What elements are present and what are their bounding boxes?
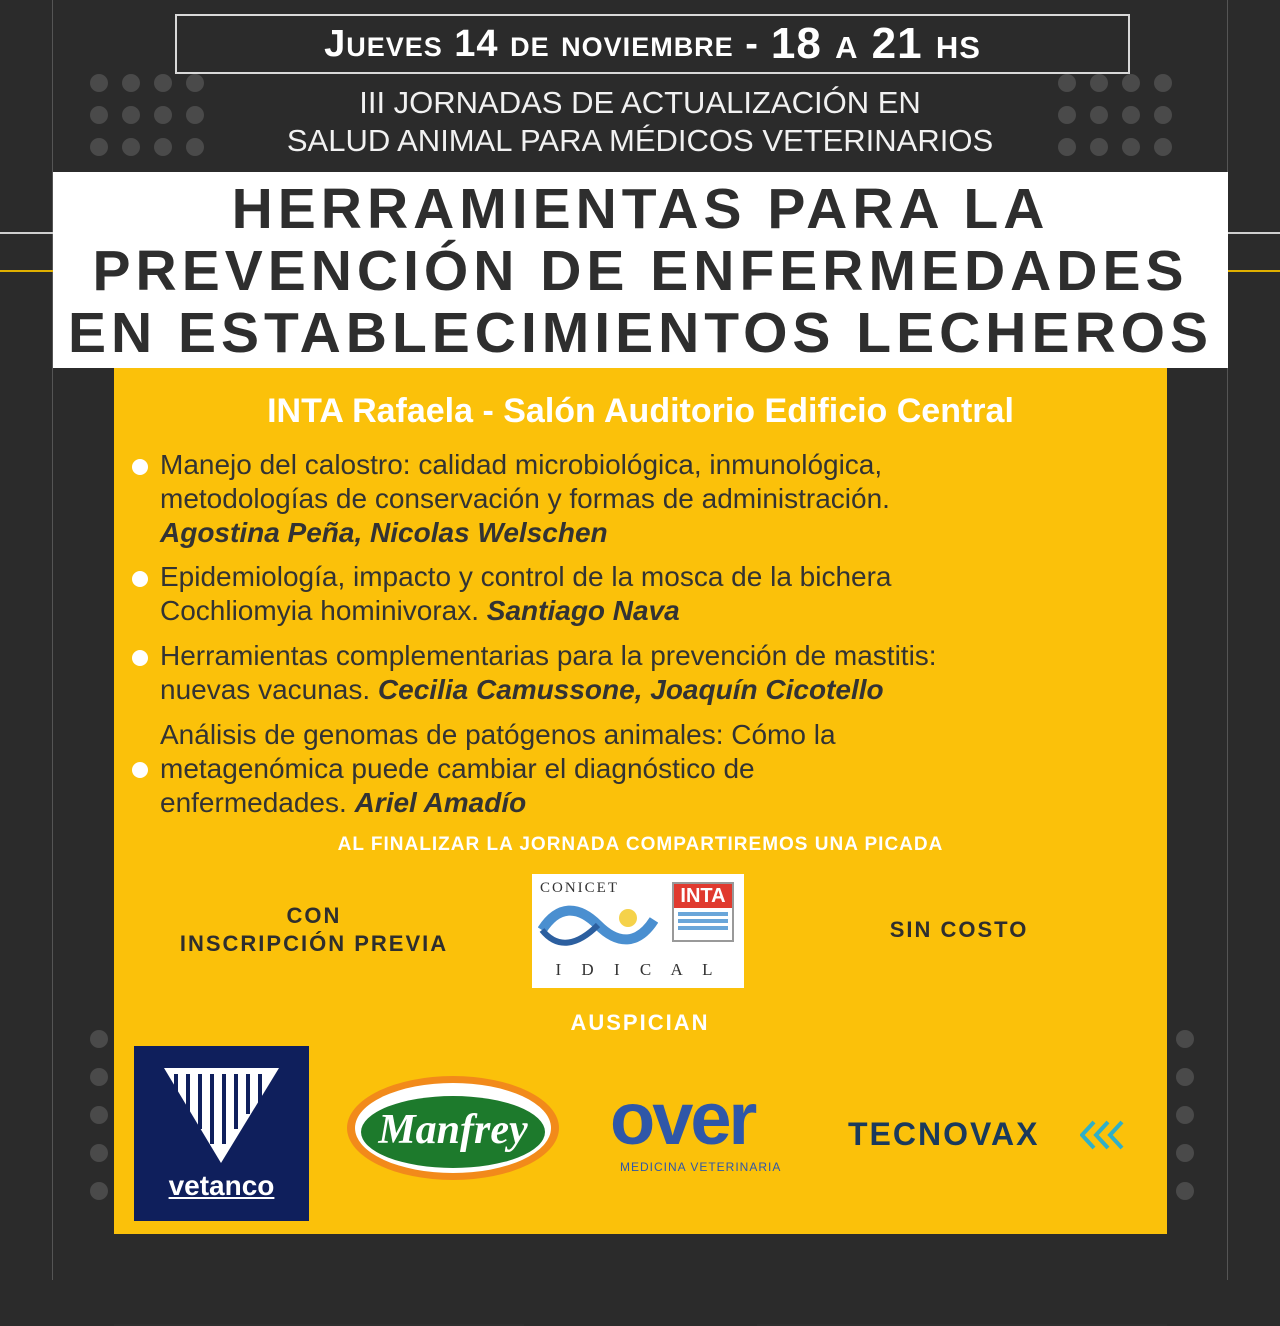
talk-text: Análisis de genomas de patógenos animales: Cómo la: [160, 719, 836, 750]
organizer-logo: [532, 874, 744, 988]
talk-speakers: Cecilia Camussone, Joaquín Cicotello: [377, 674, 884, 705]
registration-note: [154, 902, 474, 958]
venue: INTA Rafaela - Salón Auditorio Edificio Central: [267, 392, 1014, 430]
subtitle-line-1: III JORNADAS DE ACTUALIZACIÓN EN: [359, 85, 921, 120]
side-line: [0, 232, 53, 234]
decor-dots-bottom-right: [1176, 1030, 1194, 1200]
event-subtitle: [0, 84, 1280, 160]
over-text: over: [610, 1077, 755, 1160]
registration-line-1: CON: [286, 903, 342, 928]
vetanco-logo: [134, 1046, 309, 1221]
title-line-2: PREVENCIÓN DE ENFERMEDADES: [92, 239, 1189, 303]
sponsors-label: AUSPICIAN: [570, 1010, 710, 1035]
manfrey-logo: [344, 1072, 562, 1184]
bullet-icon: [132, 650, 148, 666]
bullet-icon: [132, 459, 148, 475]
vetanco-text: vetanco: [168, 1170, 275, 1201]
decor-dots-bottom-left: [90, 1030, 108, 1200]
title-line-3: EN ESTABLECIMIENTOS LECHEROS: [68, 301, 1213, 365]
closing-note: AL FINALIZAR LA JORNADA COMPARTIREMOS UNA PICADA: [337, 834, 944, 855]
talk-speakers: Agostina Peña, Nicolas Welschen: [160, 517, 608, 548]
inta-text: INTA: [674, 884, 732, 908]
argentina-ribbon-icon: [538, 900, 658, 950]
talk-speakers: Ariel Amadío: [354, 787, 527, 818]
tecnovax-text: TECNOVAX: [848, 1116, 1040, 1152]
vetanco-emblem-icon: [164, 1068, 279, 1168]
talk-text: metodologías de conservación y formas de administración.: [160, 483, 890, 514]
talk-item: [160, 639, 1140, 707]
cost-note: SIN COSTO: [889, 917, 1029, 942]
over-logo: [610, 1077, 810, 1180]
talk-text: enfermedades.: [160, 787, 347, 818]
side-line: [1228, 232, 1280, 234]
talk-text: Epidemiología, impacto y control de la mosca de la bichera: [160, 561, 892, 592]
bullet-icon: [132, 762, 148, 778]
talk-text: Cochliomyia hominivorax.: [160, 595, 480, 626]
talk-item: [160, 718, 1140, 820]
date-banner: [175, 14, 1130, 74]
conicet-text: CONICET: [540, 880, 619, 896]
subtitle-line-2: SALUD ANIMAL PARA MÉDICOS VETERINARIOS: [286, 123, 994, 158]
side-line-yellow: [1228, 270, 1280, 272]
talk-text: metagenómica puede cambiar el diagnóstico de: [160, 753, 755, 784]
main-title: [53, 172, 1228, 368]
date-text: Jueves 14 de noviembre -: [324, 22, 759, 65]
talk-item: [160, 448, 1140, 550]
talk-text: Manejo del calostro: calidad microbiológica, inmunológica,: [160, 449, 883, 480]
manfrey-text: Manfrey: [378, 1107, 528, 1153]
talk-text: Herramientas complementarias para la prevención de mastitis:: [160, 640, 937, 671]
title-line-1: HERRAMIENTAS PARA LA: [231, 177, 1050, 241]
inta-logo: [672, 882, 734, 942]
side-line-yellow: [0, 270, 53, 272]
over-subtext: MEDICINA VETERINARIA: [620, 1160, 782, 1174]
tecnovax-logo: [848, 1116, 1138, 1156]
talk-text: nuevas vacunas.: [160, 674, 371, 705]
idical-text: I D I C A L: [555, 960, 721, 979]
time-text: 18 a 21 hs: [770, 19, 981, 68]
tecnovax-chevrons-icon: [1080, 1120, 1130, 1150]
talk-speakers: Santiago Nava: [486, 595, 680, 626]
talk-item: [160, 560, 1140, 628]
registration-line-2: INSCRIPCIÓN PREVIA: [179, 931, 449, 956]
bullet-icon: [132, 571, 148, 587]
